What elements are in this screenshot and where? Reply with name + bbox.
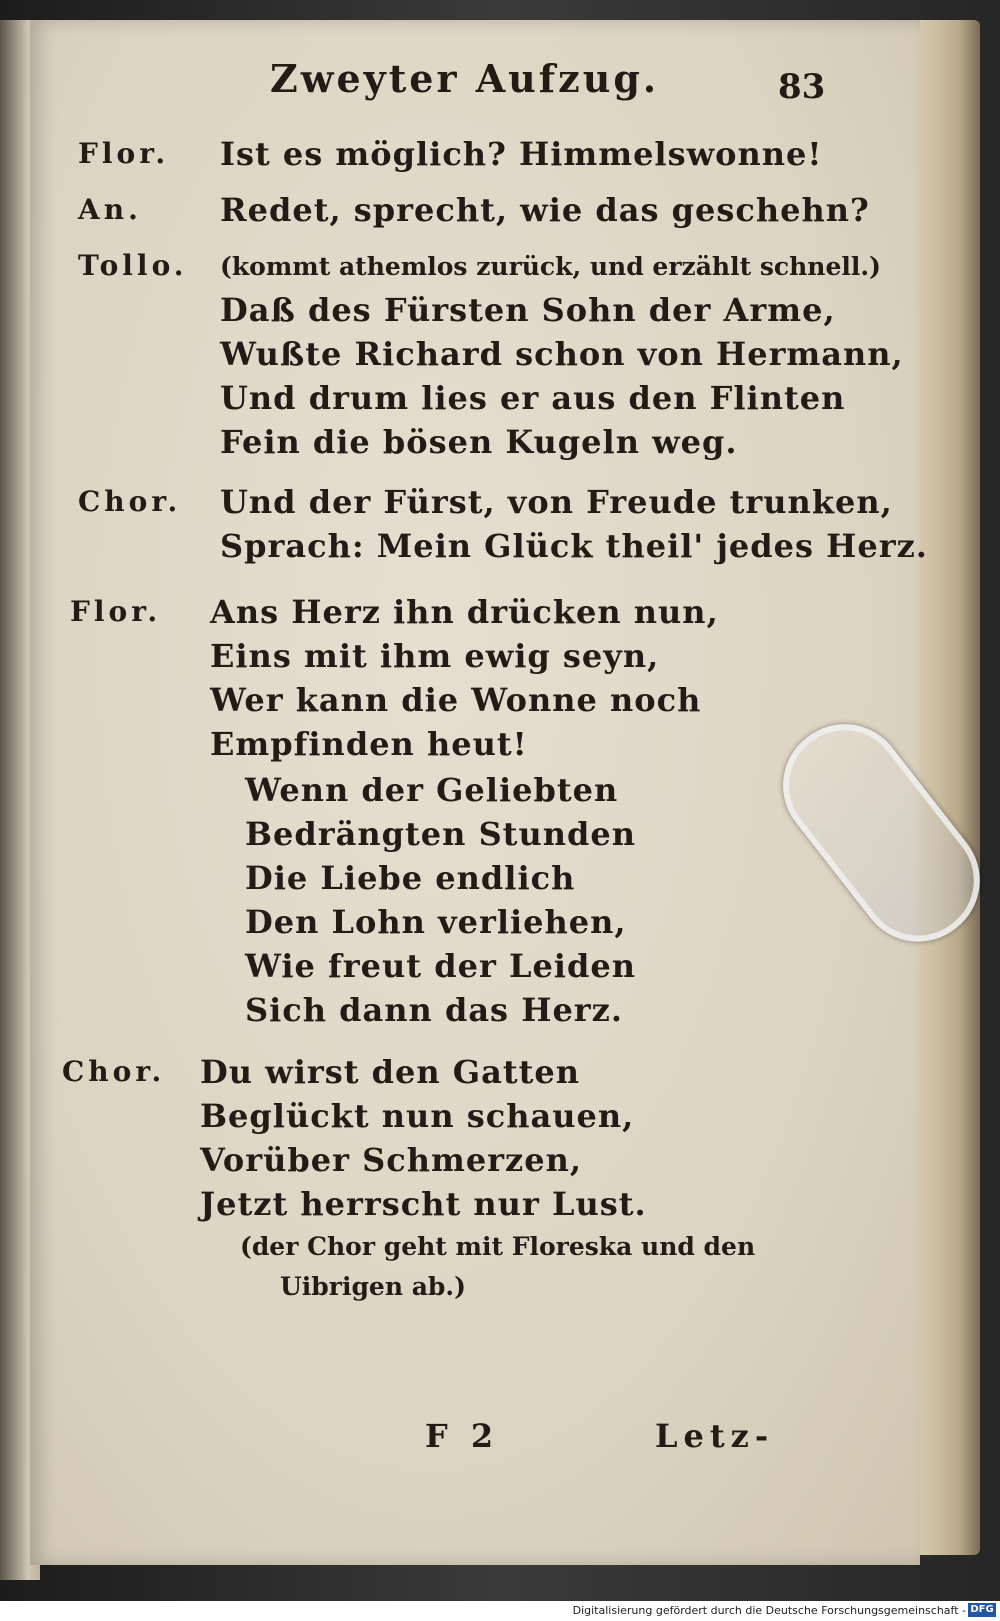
speaker-label: Chor. xyxy=(78,485,182,518)
dfg-logo: DFG xyxy=(968,1603,996,1617)
stage-direction: Uibrigen ab.) xyxy=(280,1272,466,1301)
verse-line: Und drum lies er aus den Flinten xyxy=(220,379,846,417)
verse-line: Empfinden heut! xyxy=(210,725,528,763)
digitization-credit: Digitalisierung gefördert durch die Deutsche Forschungsgemeinschaft - xyxy=(572,1604,966,1617)
verse-line: Beglückt nun schauen, xyxy=(200,1097,635,1135)
verse-line: Jetzt herrscht nur Lust. xyxy=(200,1185,647,1223)
verse-line: Sprach: Mein Glück theil' jedes Herz. xyxy=(220,527,928,565)
verse-line: Ist es möglich? Himmelswonne! xyxy=(220,135,823,173)
verse-line: Vorüber Schmerzen, xyxy=(200,1141,582,1179)
speaker-label: An. xyxy=(78,193,142,226)
verse-line: Fein die bösen Kugeln weg. xyxy=(220,423,738,461)
verse-line: Sich dann das Herz. xyxy=(245,991,623,1029)
verse-line: Bedrängten Stunden xyxy=(245,815,636,853)
verse-line: Die Liebe endlich xyxy=(245,859,576,897)
verse-line: Redet, sprecht, wie das geschehn? xyxy=(220,191,870,229)
speaker-label: Flor. xyxy=(78,137,170,170)
verse-line: Daß des Fürsten Sohn der Arme, xyxy=(220,291,836,329)
verse-line: Wußte Richard schon von Hermann, xyxy=(220,335,904,373)
speaker-label: Tollo. xyxy=(78,249,188,282)
stage-direction: (kommt athemlos zurück, und erzählt schnell.) xyxy=(220,252,881,281)
catchword: Letz- xyxy=(655,1417,775,1455)
speaker-label: Chor. xyxy=(62,1055,166,1088)
speaker-label: Flor. xyxy=(70,595,162,628)
running-header: Zweyter Aufzug. xyxy=(270,56,660,101)
verse-line: Ans Herz ihn drücken nun, xyxy=(210,593,719,631)
verse-line: Und der Fürst, von Freude trunken, xyxy=(220,483,893,521)
signature-mark: F 2 xyxy=(425,1417,500,1455)
verse-line: Wer kann die Wonne noch xyxy=(210,681,702,719)
verse-line: Du wirst den Gatten xyxy=(200,1053,581,1091)
verse-line: Wie freut der Leiden xyxy=(245,947,636,985)
verse-line: Den Lohn verliehen, xyxy=(245,903,627,941)
verse-line: Wenn der Geliebten xyxy=(245,771,619,809)
stage-direction: (der Chor geht mit Floreska und den xyxy=(240,1232,756,1261)
verse-line: Eins mit ihm ewig seyn, xyxy=(210,637,660,675)
page-number: 83 xyxy=(778,67,826,107)
